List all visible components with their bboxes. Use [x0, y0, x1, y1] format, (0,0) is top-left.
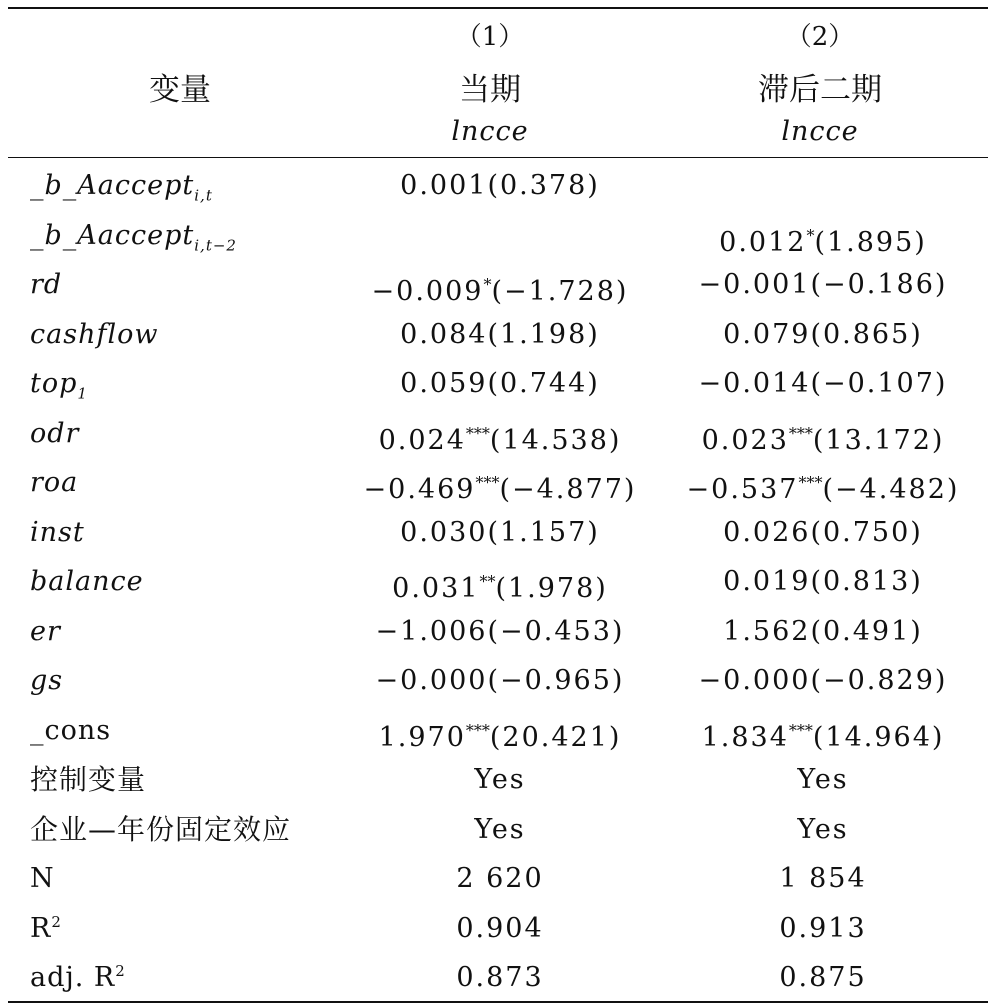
coefficient: 1.834 — [701, 721, 789, 753]
col2-value — [668, 458, 978, 514]
significance-stars: *** — [798, 473, 823, 492]
significance-stars: *** — [465, 720, 490, 740]
col2-value — [668, 508, 978, 557]
coefficient: −0.000 — [375, 665, 488, 696]
col1-value — [340, 706, 660, 762]
variable-text: gs — [30, 665, 64, 696]
t-statistic: (13.172) — [812, 424, 945, 456]
variable-name — [30, 706, 111, 755]
variable-text: inst — [30, 516, 85, 548]
t-statistic: (14.964) — [812, 721, 945, 753]
table-row — [0, 161, 992, 210]
table-row — [0, 359, 992, 408]
coefficient: −0.001 — [698, 269, 811, 300]
table-row — [0, 409, 992, 458]
coefficient: −0.014 — [698, 368, 811, 399]
col2-value — [668, 706, 978, 762]
variable-name — [30, 260, 62, 309]
col2-value — [668, 310, 978, 359]
variable-name — [30, 458, 78, 507]
coefficient: 0.023 — [701, 424, 789, 456]
coefficient: 0.031 — [392, 573, 480, 604]
col1-value — [340, 656, 660, 705]
coefficient: −1.006 — [375, 615, 488, 647]
significance-stars: * — [806, 225, 815, 245]
table-row — [0, 310, 992, 359]
col2-title: 滞后二期 — [758, 72, 882, 108]
table-row — [0, 211, 992, 260]
significance-stars: *** — [475, 473, 500, 492]
footer-label-text: R — [30, 912, 52, 944]
variable-text: _b_Aaccept — [30, 170, 195, 201]
col2-number: （2） — [785, 22, 855, 52]
col2-value: 0.913 — [779, 912, 867, 944]
t-statistic: (−1.728) — [491, 276, 629, 307]
col1-value: Yes — [474, 813, 526, 845]
col1-value: 2 620 — [456, 863, 544, 894]
col1-value — [340, 359, 660, 408]
variable-name — [30, 310, 158, 359]
coefficient: −0.009 — [371, 276, 484, 307]
t-statistic: (0.744) — [487, 368, 600, 399]
variable-name — [30, 409, 79, 458]
footer-label-text: 控制变量 — [30, 763, 147, 796]
t-statistic: (−0.186) — [810, 269, 948, 300]
variable-subscript: 1 — [77, 384, 88, 403]
header-rule — [8, 157, 988, 158]
col2-value — [668, 260, 978, 309]
footer-row — [0, 805, 992, 854]
col2-depvar: lncce — [781, 116, 859, 147]
variable-text: top — [30, 368, 78, 399]
footer-row — [0, 904, 992, 953]
significance-stars: *** — [788, 423, 813, 443]
footer-label — [30, 904, 62, 953]
col2-value — [668, 359, 978, 408]
coefficient: −0.537 — [686, 474, 799, 505]
variable-name — [30, 656, 63, 705]
coefficient: 0.019 — [723, 566, 811, 597]
col1-value — [340, 310, 660, 359]
col1-value — [340, 607, 660, 656]
table-row — [0, 706, 992, 755]
col2-value: 0.875 — [779, 962, 867, 993]
col1-value: 0.904 — [456, 912, 544, 944]
t-statistic: (−0.829) — [810, 665, 948, 696]
footer-row — [0, 755, 992, 804]
coefficient: 0.024 — [378, 424, 466, 456]
table-row — [0, 607, 992, 656]
significance-stars: ** — [479, 572, 496, 591]
col1-value: Yes — [474, 764, 526, 795]
col1-value: 0.873 — [456, 962, 544, 993]
t-statistic: (−4.877) — [499, 474, 637, 505]
variable-name — [30, 211, 237, 260]
variable-text: roa — [30, 467, 79, 498]
variable-text: cashflow — [30, 318, 159, 350]
t-statistic: (−0.965) — [487, 665, 625, 696]
coefficient: 0.026 — [723, 516, 811, 548]
coefficient: 1.562 — [723, 615, 811, 647]
coefficient: −0.469 — [363, 474, 476, 505]
coefficient: −0.000 — [698, 665, 811, 696]
variable-name — [30, 161, 213, 210]
col1-value — [340, 260, 660, 316]
variable-text: rd — [30, 269, 63, 300]
col1-title: 当期 — [459, 72, 521, 108]
top-rule — [8, 7, 988, 9]
col2-value — [668, 409, 978, 465]
col1-number: （1） — [455, 22, 525, 52]
variable-text: _b_Aaccept — [30, 219, 195, 251]
t-statistic: (1.157) — [487, 516, 600, 548]
variable-name — [30, 607, 61, 656]
t-statistic: (−4.482) — [822, 474, 960, 505]
coefficient: 0.012 — [719, 226, 807, 258]
col1-value — [340, 161, 660, 210]
table-row — [0, 508, 992, 557]
variable-text: _cons — [30, 714, 112, 746]
footer-row — [0, 854, 992, 903]
col1-value — [340, 409, 660, 465]
col2-value — [668, 656, 978, 705]
footer-label-superscript: 2 — [51, 912, 62, 931]
footer-row — [0, 953, 992, 1002]
bottom-rule — [8, 1001, 988, 1003]
footer-label-text: N — [30, 863, 55, 894]
col2-value: Yes — [797, 813, 849, 845]
col2-value — [668, 211, 978, 267]
t-statistic: (0.865) — [810, 318, 923, 350]
t-statistic: (0.378) — [487, 170, 600, 201]
footer-label — [30, 854, 55, 903]
footer-label — [30, 953, 126, 1002]
t-statistic: (1.895) — [814, 226, 927, 258]
variable-text: balance — [30, 566, 144, 597]
coefficient: 0.084 — [400, 318, 488, 350]
t-statistic: (0.750) — [810, 516, 923, 548]
t-statistic: (1.198) — [487, 318, 600, 350]
footer-label-text: adj. R — [30, 962, 116, 993]
coefficient: 0.079 — [723, 318, 811, 350]
variable-subscript: i,t−2 — [194, 235, 237, 254]
table-row — [0, 458, 992, 507]
table-row — [0, 557, 992, 606]
variable-name — [30, 359, 88, 408]
t-statistic: (14.538) — [489, 424, 622, 456]
variable-subscript: i,t — [194, 186, 213, 205]
variable-text: er — [30, 615, 61, 647]
t-statistic: (1.978) — [495, 573, 608, 604]
significance-stars: *** — [465, 423, 490, 443]
variable-header: 变量 — [149, 72, 211, 108]
t-statistic: (0.813) — [810, 566, 923, 597]
coefficient: 0.030 — [400, 516, 488, 548]
footer-label — [30, 805, 291, 854]
variable-name — [30, 557, 144, 606]
significance-stars: *** — [788, 720, 813, 740]
coefficient: 0.059 — [400, 368, 488, 399]
table-row — [0, 260, 992, 309]
t-statistic: (20.421) — [489, 721, 622, 753]
variable-name — [30, 508, 85, 557]
t-statistic: (0.491) — [810, 615, 923, 647]
t-statistic: (−0.107) — [810, 368, 948, 399]
col1-value — [340, 458, 660, 514]
variable-text: odr — [30, 417, 80, 449]
col2-value: 1 854 — [779, 863, 867, 894]
footer-label-text: 企业—年份固定效应 — [30, 812, 292, 846]
coefficient: 1.970 — [378, 721, 466, 753]
col2-value — [668, 557, 978, 606]
table-row — [0, 656, 992, 705]
col1-value — [340, 508, 660, 557]
col2-value — [668, 607, 978, 656]
t-statistic: (−0.453) — [487, 615, 625, 647]
col1-value — [340, 557, 660, 613]
coefficient: 0.001 — [400, 170, 488, 201]
footer-label — [30, 755, 146, 804]
footer-label-superscript: 2 — [115, 962, 126, 980]
col2-value: Yes — [797, 764, 849, 795]
significance-stars: * — [483, 275, 492, 294]
col1-depvar: lncce — [451, 116, 529, 147]
